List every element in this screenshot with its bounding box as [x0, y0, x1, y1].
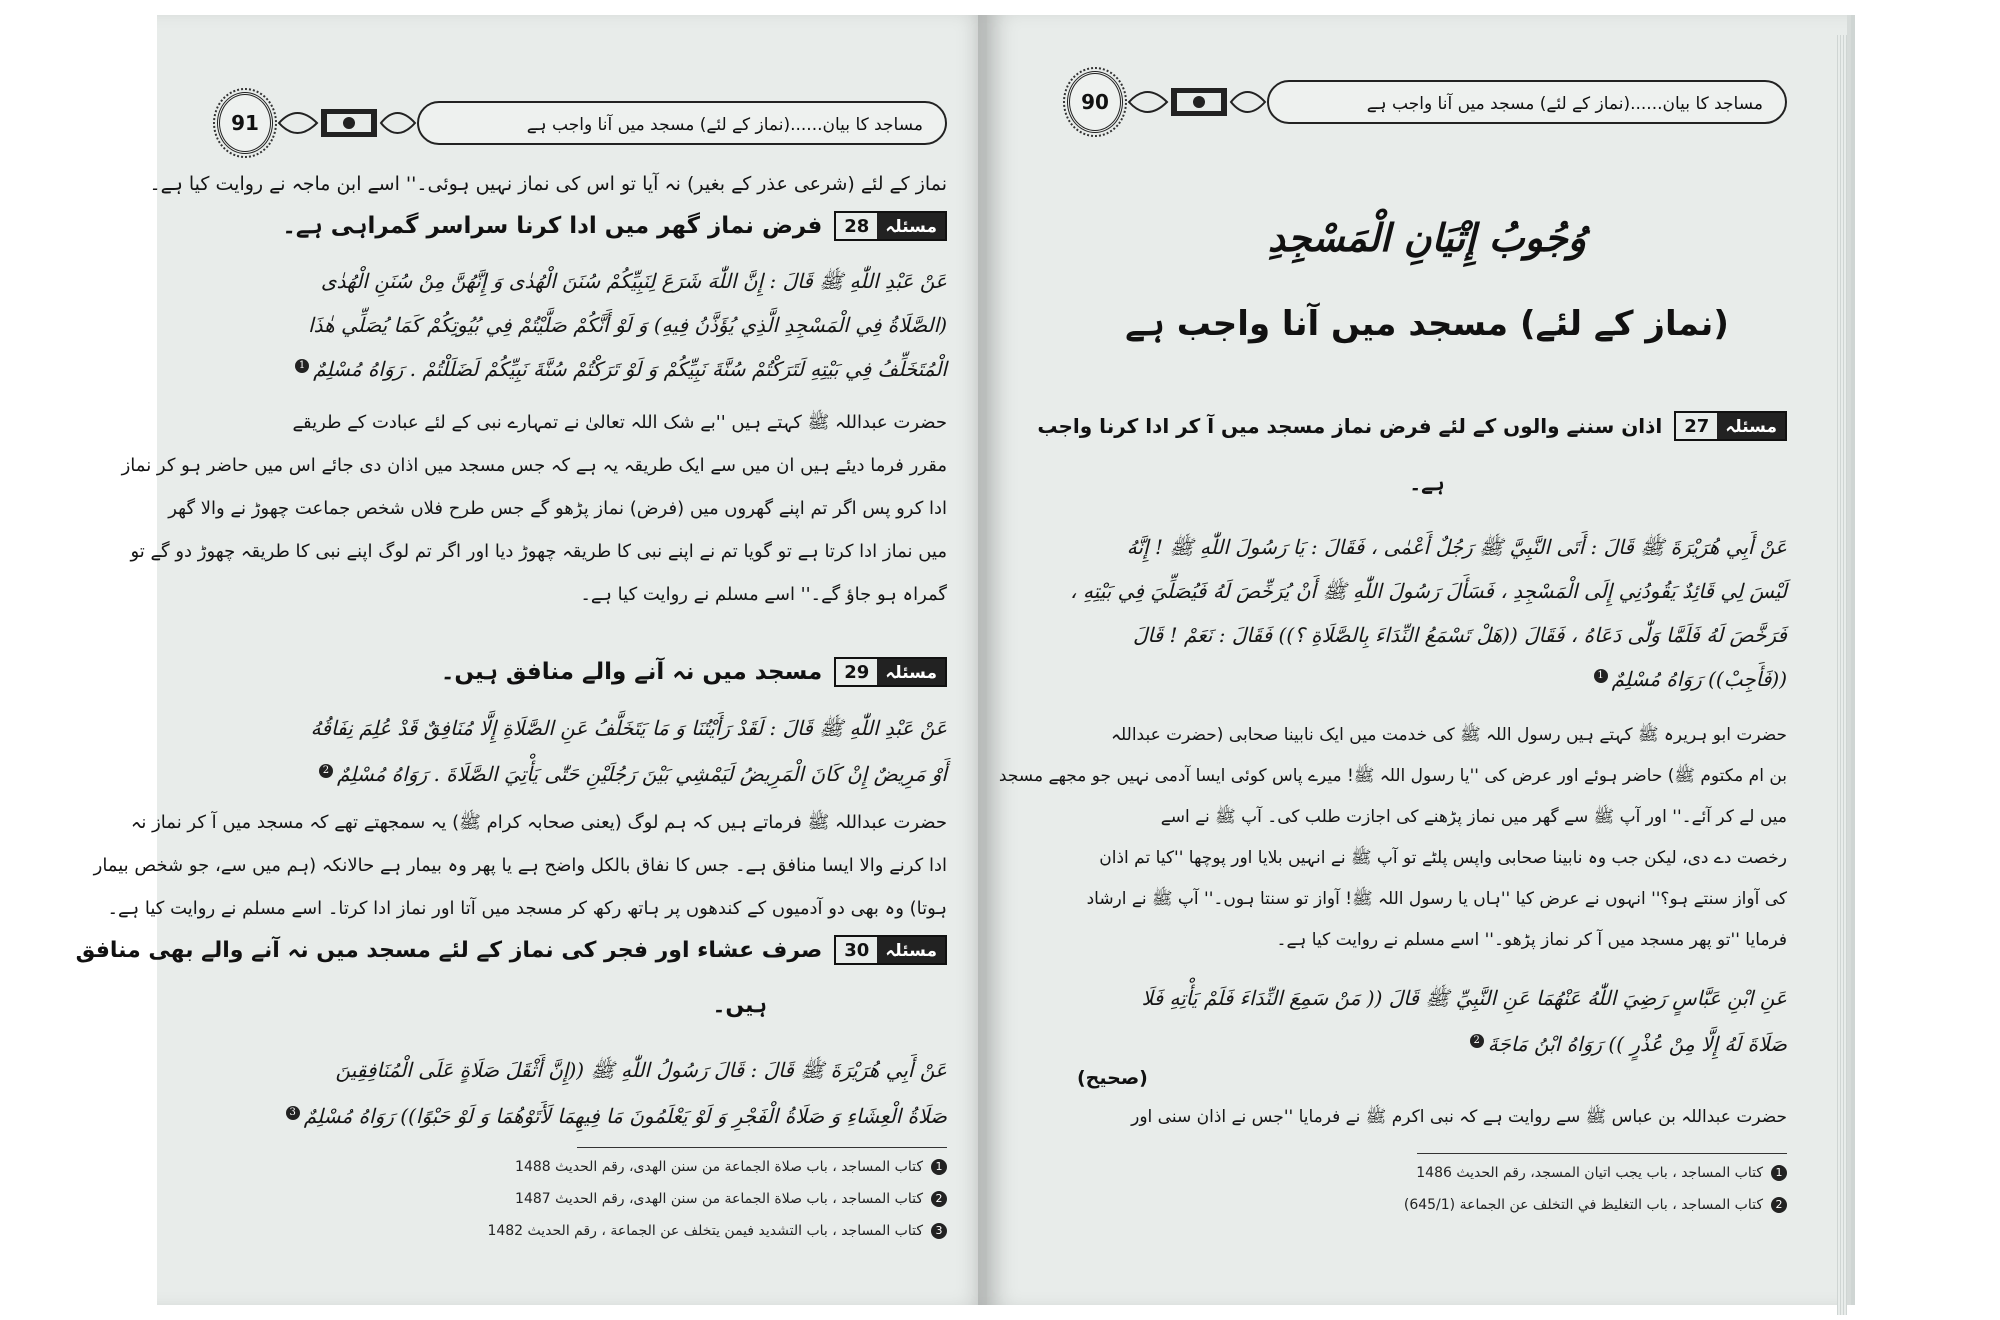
masala-text: فرض نماز گھر میں ادا کرنا سراسر گمراہی ہے۔	[282, 213, 823, 239]
masala-label: مسئلہ	[877, 937, 945, 963]
footnote-marker: 1	[931, 1159, 947, 1175]
masala-number: 28	[836, 213, 877, 239]
footnote	[217, 1159, 947, 1175]
footnote-ref: 2	[1470, 1034, 1484, 1048]
footnote	[1067, 1165, 1787, 1181]
page-number-text: 91	[231, 111, 259, 135]
masala-text: اذان سننے والوں کے لئے فرض نماز مسجد میں آ کر ادا کرنا واجب	[1037, 414, 1663, 438]
page-header	[1067, 70, 1787, 136]
hadith-arabic-28	[217, 259, 947, 391]
footnote-divider	[1417, 1153, 1787, 1154]
page-number	[1067, 71, 1123, 133]
text-line: ہوتا) وہ بھی دو آدمیوں کے کندھوں پر ہاتھ رکھ کر مسجد میں آتا اور نماز ادا کرتا۔ اسے مسلم نے روایت کیا ہے۔	[107, 898, 947, 919]
footnote-text: كتاب المساجد ، باب صلاة الجماعة من سنن الهدى، رقم الحديث 1487	[515, 1191, 923, 1207]
text-line: فَرَخَّصَ لَهُ فَلَمَّا وَلّٰى دَعَاهُ ، فَقَالَ ((هَلْ تَسْمَعُ النِّدَاءَ بِالصَّلَاةِ ؟)) فَقَالَ : نَعَمْ ! قَالَ	[1132, 623, 1787, 647]
hadith-arabic-29	[217, 705, 947, 797]
text-line: میں لے کر آئے۔'' اور آپ ﷺ سے گھر میں نماز پڑھنے کی اجازت طلب کی۔ آپ ﷺ نے اسے	[1160, 807, 1787, 827]
text-line: لَيْسَ لِي قَائِدٌ يَقُودُنِي إِلَى الْمَسْجِدِ ، فَسَأَلَ رَسُولَ اللّٰهِ ﷺ أَنْ يُرَخِّصَ لَهُ فَيُصَلِّيَ فِي بَيْتِهِ ،	[1070, 579, 1787, 603]
text-line: رخصت دے دی، لیکن جب وہ نابینا صحابی واپس پلٹے تو آپ ﷺ نے انہیں بلایا اور پوچھا ''کیا تم اذان	[1099, 848, 1787, 868]
page-edge	[1837, 35, 1847, 1315]
masala-label: مسئلہ	[1717, 413, 1785, 439]
arabic-text: أَوْ مَرِيضٌ إِنْ كَانَ الْمَرِيضُ لَيَمْشِي بَيْنَ رَجُلَيْنِ حَتّٰى يَأْتِيَ الصَّلَاةَ . رَوَاهُ مُسْلِمٌ	[336, 762, 947, 786]
masala-badge	[834, 211, 947, 241]
masala-number: 27	[1676, 413, 1717, 439]
masala-badge	[1674, 411, 1787, 441]
hadith-urdu-29	[93, 801, 947, 930]
footnote	[217, 1191, 947, 1207]
text-line: فرمایا ''تو پھر مسجد میں آ کر نماز پڑھو۔'' اسے مسلم نے روایت کیا ہے۔	[1276, 930, 1787, 950]
masala-badge	[834, 935, 947, 965]
footnote-marker: 2	[1771, 1197, 1787, 1213]
chapter-title-urdu: (نماز کے لئے) مسجد میں آنا واجب ہے	[1125, 304, 1729, 344]
masala-label: مسئلہ	[877, 213, 945, 239]
text-line: حضرت عبداللہ بن عباس ﷺ سے روایت ہے کہ نبی اکرم ﷺ نے فرمایا ''جس نے اذان سنی اور	[1131, 1107, 1787, 1127]
footnote-text: كتاب المساجد ، باب صلاة الجماعة من سنن الهدى، رقم الحديث 1488	[515, 1159, 923, 1175]
masala-text-cont: ہیں۔	[712, 993, 767, 1018]
footnote	[217, 1223, 947, 1239]
footnote-ref: 3	[286, 1106, 300, 1120]
masala-label: مسئلہ	[877, 659, 945, 685]
text-line: میں نماز ادا کرتا ہے تو گویا تم نے اپنے نبی کا طریقہ چھوڑ دیا اور اگر تم لوگ اپنے نبی کا طریقہ چھوڑ دو گے تو	[130, 541, 947, 562]
masala-text-cont: ہے۔	[1409, 471, 1445, 495]
text-line: عَنِ ابْنِ عَبَّاسٍ رَضِيَ اللّٰهُ عَنْهُمَا عَنِ النَّبِيِّ ﷺ قَالَ (( مَنْ سَمِعَ النِّدَاءَ فَلَمْ يَأْتِهِ فَلَا	[1141, 986, 1787, 1010]
page-number-text: 90	[1081, 90, 1109, 114]
text-line: ادا کرنے والا ایسا منافق ہے۔ جس کا نفاق بالکل واضح ہے یا پھر وہ بیمار ہے حالانکہ (ہم میں سے، جو شخص بیمار	[93, 855, 947, 876]
footnote-ref: 1	[1594, 669, 1608, 683]
header-ornament	[217, 97, 417, 149]
text-line: عَنْ أَبِي هُرَيْرَةَ ﷺ قَالَ : أَتَى النَّبِيَّ ﷺ رَجُلٌ أَعْمٰى ، فَقَالَ : يَا رَسُولَ اللّٰهِ ﷺ ! إِنَّهُ	[1126, 535, 1787, 559]
arabic-text: الْمُتَخَلِّفُ فِي بَيْتِهِ لَتَرَكْتُمْ سُنَّةَ نَبِيِّكُمْ وَ لَوْ تَرَكْتُمْ سُنَّةَ نَبِيِّكُمْ لَضَلَلْتُمْ . رَوَاهُ مُسْلِمٌ	[313, 357, 947, 381]
masala-badge	[834, 657, 947, 687]
footnote	[1067, 1197, 1787, 1213]
header-title: مساجد کا بیان......(نماز کے لئے) مسجد میں آنا واجب ہے	[417, 101, 947, 145]
masala-28-heading	[217, 211, 947, 247]
text-line: عَنْ أَبِي هُرَيْرَةَ ﷺ قَالَ : قَالَ رَسُولُ اللّٰهِ ﷺ ((إِنَّ أَثْقَلَ صَلَاةٍ عَلَى الْمُنَافِقِينَ	[335, 1058, 947, 1082]
footnote-divider	[577, 1147, 947, 1148]
masala-30-heading	[75, 935, 947, 1018]
header-title: مساجد کا بیان......(نماز کے لئے) مسجد میں آنا واجب ہے	[1267, 80, 1787, 124]
ornament-icon	[277, 101, 417, 145]
text-line: حضرت ابو ہریرہ ﷺ کہتے ہیں رسول اللہ ﷺ کی خدمت میں ایک نابینا صحابی (حضرت عبداللہ	[1111, 725, 1787, 745]
text-line: ادا کرو پس اگر تم اپنے گھروں میں (فرض) نماز پڑھو گے جس طرح فلاں شخص جماعت چھوڑ نے والا گھر	[168, 498, 947, 519]
grading-label: (صحیح)	[1077, 1067, 1148, 1089]
text-line	[217, 347, 947, 391]
text-line	[217, 751, 947, 797]
footnote-marker: 1	[1771, 1165, 1787, 1181]
masala-29-heading	[217, 657, 947, 693]
text-line: مقرر فرما دیئے ہیں ان میں سے ایک طریقہ یہ ہے کہ جس مسجد میں اذان دی جائے اس میں حاضر ہو کر نماز	[121, 455, 947, 476]
text-line: نماز کے لئے (شرعی عذر کے بغیر) نہ آیا تو اس کی نماز نہیں ہوئی۔'' اسے ابن ماجہ نے روایت کیا ہے۔	[149, 173, 947, 195]
text-line: عَنْ عَبْدِ اللّٰهِ ﷺ قَالَ : لَقَدْ رَأَيْتُنَا وَ مَا يَتَخَلَّفُ عَنِ الصَّلَاةِ إِلَّا مُنَافِقٌ قَدْ عُلِمَ نِفَاقُهُ	[310, 716, 947, 740]
ornament-icon	[1127, 80, 1267, 124]
text-line	[217, 1093, 947, 1139]
hadith-arabic-27	[1067, 525, 1787, 701]
text-line: حضرت عبداللہ ﷺ فرماتے ہیں کہ ہم لوگ (یعنی صحابہ کرام ﷺ) یہ سمجھتے تھے کہ مسجد میں آ کر نماز نہ	[130, 812, 947, 833]
page-header	[217, 91, 947, 157]
chapter-title-arabic: وُجُوبُ إِتْيَانِ الْمَسْجِدِ	[1267, 215, 1587, 260]
arabic-text: صَلَاةَ لَهُ إِلَّا مِنْ عُذْرٍ )) رَوَاهُ ابْنُ مَاجَةَ	[1487, 1032, 1787, 1056]
page-number	[217, 92, 273, 154]
footnote-ref: 2	[319, 764, 333, 778]
text-line: عَنْ عَبْدِ اللّٰهِ ﷺ قَالَ : إِنَّ اللّٰهَ شَرَعَ لِنَبِيِّكُمْ سُنَنَ الْهُدٰى وَ إِنَّهُنَّ مِنْ سُنَنِ الْهُدٰى	[320, 269, 947, 293]
hadith-urdu-28	[121, 401, 947, 616]
hadith-urdu-27	[998, 715, 1787, 961]
left-page	[75, 15, 987, 1305]
text-line: حضرت عبداللہ ﷺ کہتے ہیں ''بے شک اللہ تعالیٰ نے تمہارے نبی کے لئے عبادت کے طریقے	[292, 412, 947, 433]
right-page	[987, 15, 1847, 1305]
text-line: گمراہ ہو جاؤ گے۔'' اسے مسلم نے روایت کیا ہے۔	[580, 584, 947, 605]
arabic-text: ((فَأَجِبْ)) رَوَاهُ مُسْلِمٌ	[1611, 667, 1787, 691]
header-ornament	[1067, 76, 1267, 128]
intro-text	[149, 167, 947, 201]
footnote-text: كتاب المساجد ، باب التغليظ في التخلف عن الجماعة (645/1)	[1403, 1197, 1763, 1213]
footnote-text: كتاب المساجد ، باب يجب اتيان المسجد، رقم الحديث 1486	[1416, 1165, 1763, 1181]
masala-27-heading	[1037, 411, 1787, 495]
hadith-arabic-30	[217, 1047, 947, 1139]
footnote-text: كتاب المساجد ، باب التشديد فيمن يتخلف عن الجماعة ، رقم الحديث 1482	[487, 1223, 923, 1239]
text-line: (الصَّلَاةُ فِي الْمَسْجِدِ الَّذِي يُؤَذَّنُ فِيهِ) وَ لَوْ أَنَّكُمْ صَلَّيْتُمْ فِي بُيُوتِكُمْ كَمَا يُصَلِّي هٰذَا	[308, 313, 947, 337]
hadith-urdu-ibn-abbas	[1067, 1097, 1787, 1137]
text-line: بن ام مکتوم ﷺ) حاضر ہوئے اور عرض کی ''یا رسول اللہ ﷺ! میرے پاس کوئی ایسا آدمی نہیں جو مجھے مسجد	[998, 766, 1787, 786]
text-line: کی آواز سنتے ہو؟'' انہوں نے عرض کیا ''ہاں یا رسول اللہ ﷺ! آواز تو سنتا ہوں۔'' آپ ﷺ نے ارشاد	[1086, 889, 1787, 909]
masala-text: صرف عشاء اور فجر کی نماز کے لئے مسجد میں نہ آنے والے بھی منافق	[75, 937, 823, 963]
masala-number: 29	[836, 659, 877, 685]
arabic-text: صَلَاةُ الْعِشَاءِ وَ صَلَاةُ الْفَجْرِ وَ لَوْ يَعْلَمُونَ مَا فِيهِمَا لَأَتَوْهُمَا وَ لَوْ حَبْوًا)) رَوَاهُ مُسْلِمٌ	[303, 1104, 947, 1128]
text-line	[1067, 657, 1787, 701]
masala-text: مسجد میں نہ آنے والے منافق ہیں۔	[440, 659, 823, 685]
footnote-ref: 1	[295, 359, 309, 373]
hadith-arabic-ibn-abbas	[1067, 975, 1787, 1067]
footnote-marker: 2	[931, 1191, 947, 1207]
masala-number: 30	[836, 937, 877, 963]
text-line	[1067, 1021, 1787, 1067]
footnote-marker: 3	[931, 1223, 947, 1239]
